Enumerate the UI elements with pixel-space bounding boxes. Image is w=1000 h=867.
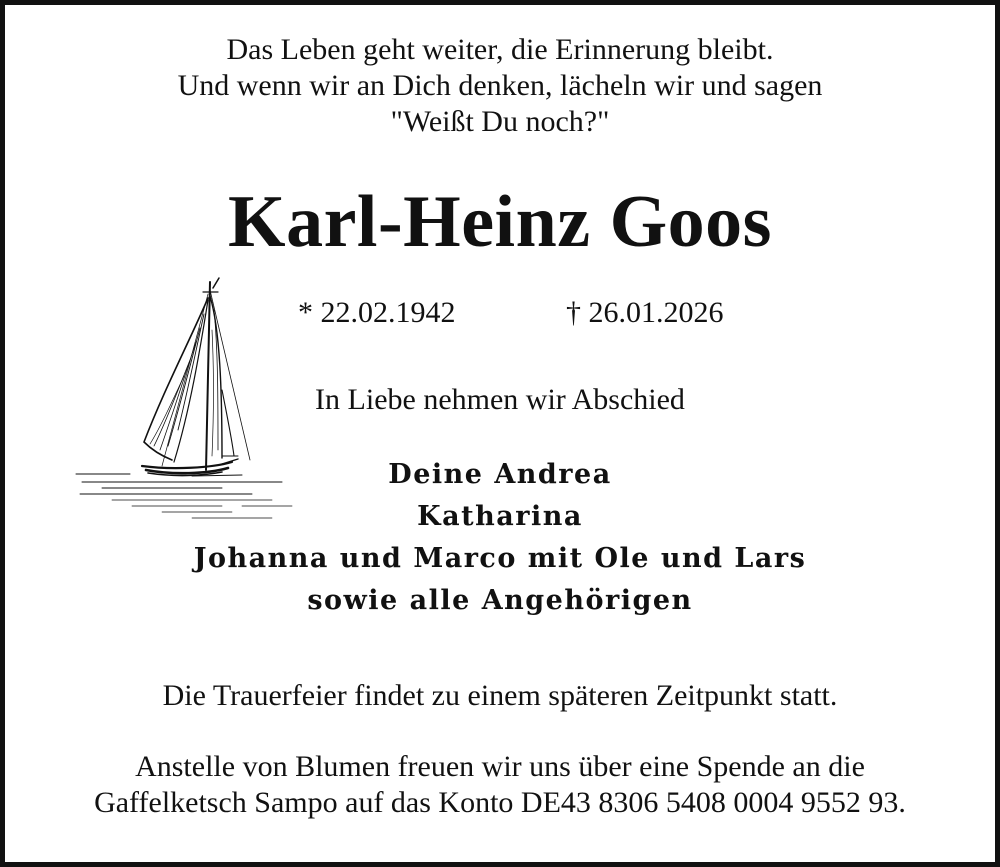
mourner-line: Katharina <box>417 501 583 532</box>
mourner-line: Johanna und Marco mit Ole und Lars <box>193 543 807 574</box>
quote-line-3: "Weißt Du noch?" <box>390 105 610 138</box>
quote-line-2: Und wenn wir an Dich denken, lächeln wir und sagen <box>177 69 823 102</box>
death-date: † 26.01.2026 <box>566 296 724 329</box>
donation-line-2: Gaffelketsch Sampo auf das Konto DE43 8306 5408 0004 9552 93. <box>94 786 906 819</box>
quote-line-1: Das Leben geht weiter, die Erinnerung bleibt. <box>226 33 774 66</box>
birth-date: * 22.02.1942 <box>298 296 456 329</box>
service-note: Die Trauerfeier findet zu einem späteren Zeitpunkt statt. <box>162 679 838 712</box>
donation-line-1: Anstelle von Blumen freuen wir uns über eine Spende an die <box>135 750 865 783</box>
deceased-name: Karl-Heinz Goos <box>228 181 772 263</box>
mourner-line: Deine Andrea <box>388 459 612 490</box>
farewell-line: In Liebe nehmen wir Abschied <box>315 383 685 416</box>
mourner-line: sowie alle Angehörigen <box>307 585 693 616</box>
